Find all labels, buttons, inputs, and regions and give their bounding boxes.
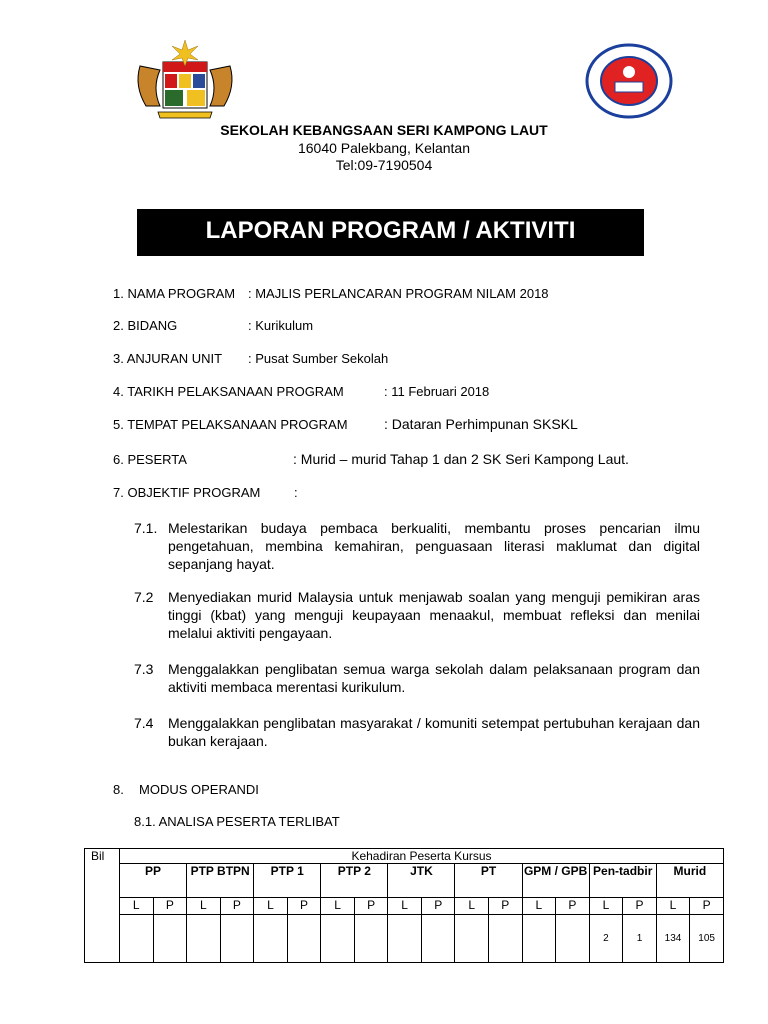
report-title: LAPORAN PROGRAM / AKTIVITI <box>137 209 644 256</box>
value-pp-p <box>153 914 187 962</box>
group-header-ptp-btpn: PTP BTPN <box>187 864 254 898</box>
value-jtk-p <box>421 914 455 962</box>
sub-header-l: L <box>254 898 288 914</box>
sub-header-p: P <box>489 898 523 914</box>
value-pt-p <box>489 914 523 962</box>
sub-header-p: P <box>623 898 657 914</box>
value-ptp-1-p <box>287 914 321 962</box>
sub-header-l: L <box>589 898 623 914</box>
item-2-value: : Kurikulum <box>248 318 314 333</box>
sub-header-l: L <box>321 898 355 914</box>
sub-header-l: L <box>388 898 422 914</box>
objective-1-number: 7.1. <box>134 520 158 536</box>
value-ptp-btpn-l <box>187 914 221 962</box>
value-pt-l <box>455 914 489 962</box>
value-murid-p: 105 <box>690 914 724 962</box>
attendance-table <box>84 848 724 963</box>
sub-header-p: P <box>690 898 724 914</box>
value-ptp-btpn-p <box>220 914 254 962</box>
objective-3-number: 7.3 <box>134 661 154 677</box>
objective-2-number: 7.2 <box>134 589 154 605</box>
value-ptp-2-l <box>321 914 355 962</box>
group-header-pp: PP <box>120 864 187 898</box>
sub-header-l: L <box>120 898 154 914</box>
item-5-value: : Dataran Perhimpunan SKSKL <box>384 416 578 432</box>
objective-3-text: Menggalakkan penglibatan semua warga sekolah dalam pelaksanaan program dan aktiviti membaca merentasi kurikulum. <box>168 661 700 695</box>
sub-header-p: P <box>220 898 254 914</box>
group-header-jtk: JTK <box>388 864 455 898</box>
section-8-1-heading: 8.1. ANALISA PESERTA TERLIBAT <box>134 814 340 829</box>
objective-2-text: Menyediakan murid Malaysia untuk menjawab soalan yang menguji pemikiran aras tinggi (kbat) yang menguji keupayaan menaakul, membuat refleksi dan menilai melalui aktiviti pengayaan. <box>168 589 700 641</box>
school-telephone: Tel:09-7190504 <box>335 157 433 173</box>
group-header-pentadbir: Pen-tadbir <box>589 864 656 898</box>
objective-4-text: Menggalakkan penglibatan masyarakat / komuniti setempat pertubuhan kerajaan dan bukan kerajaan. <box>168 715 700 749</box>
value-ptp-1-l <box>254 914 288 962</box>
value-gpm-gpb-l <box>522 914 556 962</box>
item-6-label: 6. PESERTA <box>113 452 187 467</box>
item-4-label: 4. TARIKH PELAKSANAAN PROGRAM <box>113 384 344 399</box>
school-name: SEKOLAH KEBANGSAAN SERI KAMPONG LAUT <box>220 122 548 138</box>
group-header-ptp-1: PTP 1 <box>254 864 321 898</box>
table-row <box>85 914 724 962</box>
item-7-value: : <box>294 485 298 500</box>
sub-header-l: L <box>187 898 221 914</box>
malaysia-crest-logo <box>130 36 240 122</box>
objective-1-text: Melestarikan budaya pembaca berkualiti, membantu proses pencarian ilmu pengetahuan, membina kemahiran, penguasaan literasi maklumat dan digital sepanjang hayat. <box>168 520 700 572</box>
sub-header-l: L <box>656 898 690 914</box>
sub-header-l: L <box>522 898 556 914</box>
item-6-value: : Murid – murid Tahap 1 dan 2 SK Seri Kampong Laut. <box>293 451 629 467</box>
sub-header-p: P <box>153 898 187 914</box>
objective-4-number: 7.4 <box>134 715 154 731</box>
item-1-label: 1. NAMA PROGRAM <box>113 286 236 301</box>
attendance-main-header: Kehadiran Peserta Kursus <box>120 849 724 864</box>
sub-header-p: P <box>354 898 388 914</box>
value-pentadbir-p: 1 <box>623 914 657 962</box>
sub-header-p: P <box>287 898 321 914</box>
item-5-label: 5. TEMPAT PELAKSANAAN PROGRAM <box>113 417 348 432</box>
group-header-murid: Murid <box>656 864 723 898</box>
value-pentadbir-l: 2 <box>589 914 623 962</box>
group-header-gpm-gpb: GPM / GPB <box>522 864 589 898</box>
value-gpm-gpb-p <box>556 914 590 962</box>
group-header-ptp-2: PTP 2 <box>321 864 388 898</box>
item-3-label: 3. ANJURAN UNIT <box>113 351 223 366</box>
sub-header-p: P <box>421 898 455 914</box>
value-murid-l: 134 <box>656 914 690 962</box>
bil-header: Bil <box>85 849 120 963</box>
item-2-label: 2. BIDANG <box>113 318 178 333</box>
item-4-value: : 11 Februari 2018 <box>384 384 490 399</box>
section-8-number: 8. <box>113 782 124 797</box>
section-8-heading: MODUS OPERANDI <box>139 782 259 797</box>
sub-header-l: L <box>455 898 489 914</box>
item-3-value: : Pusat Sumber Sekolah <box>248 351 389 366</box>
school-logo <box>584 42 674 120</box>
school-address: 16040 Palekbang, Kelantan <box>297 140 471 156</box>
value-ptp-2-p <box>354 914 388 962</box>
item-1-value: : MAJLIS PERLANCARAN PROGRAM NILAM 2018 <box>248 286 549 301</box>
value-jtk-l <box>388 914 422 962</box>
group-header-pt: PT <box>455 864 522 898</box>
sub-header-p: P <box>556 898 590 914</box>
value-pp-l <box>120 914 154 962</box>
item-7-label: 7. OBJEKTIF PROGRAM <box>113 485 261 500</box>
